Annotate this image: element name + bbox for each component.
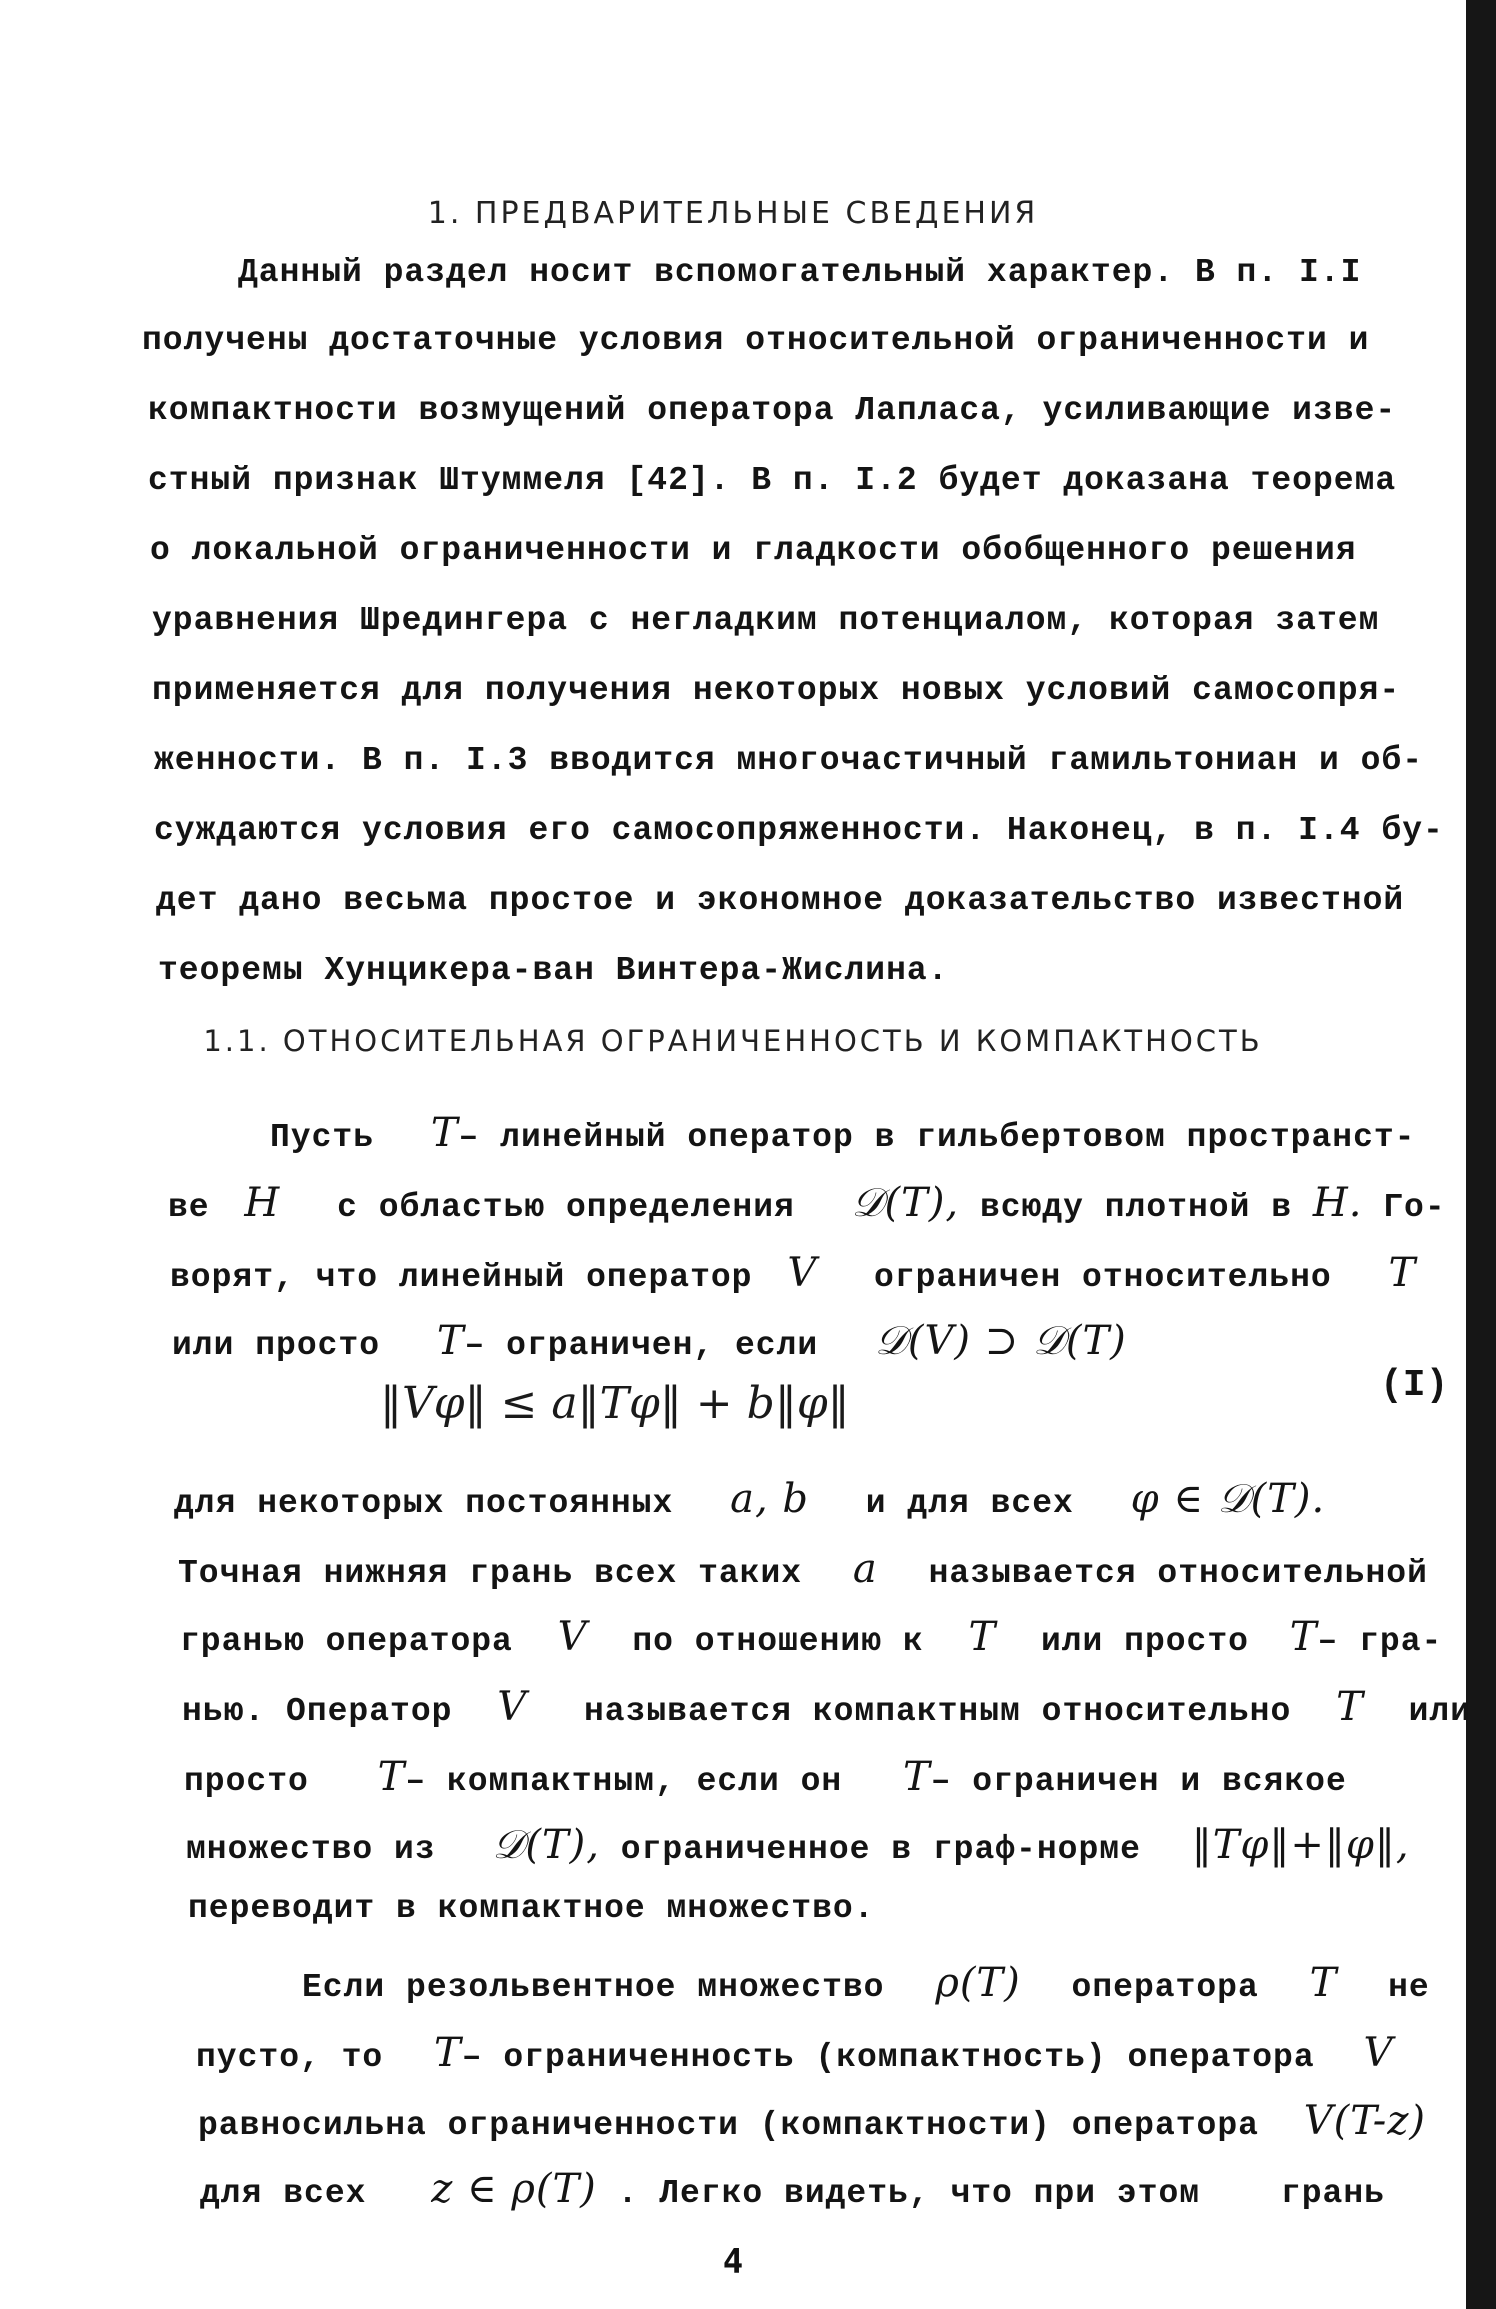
intro-line: дет дано весьма простое и экономное доказательство известной: [156, 882, 1405, 919]
equation-number: (I): [1380, 1364, 1449, 1407]
math-symbol: φ ∈ 𝒟(T).: [1130, 1476, 1326, 1522]
scan-edge-shadow: [1466, 0, 1496, 2309]
math-symbol: T: [1309, 1960, 1338, 2006]
text-line: Пусть T– линейный оператор в гильбертовом пространст-: [270, 1110, 1416, 1156]
math-symbol: 𝒟(T),: [492, 1822, 600, 1868]
intro-line: уравнения Шредингера с негладким потенциалом, которая затем: [152, 602, 1380, 639]
intro-line: Данный раздел носит вспомогательный характер. В п. I.I: [238, 254, 1362, 291]
text-line: переводит в компактное множество.: [188, 1890, 875, 1927]
text-line: гранью оператора V по отношению к T или просто T– гра-: [180, 1614, 1443, 1660]
text-line: множество из 𝒟(T), ограниченное в граф-норме ‖Tφ‖+‖φ‖,: [186, 1822, 1410, 1868]
text-line: равносильна ограниченности (компактности) оператора V(T-z): [198, 2098, 1426, 2144]
math-symbol: a: [852, 1546, 878, 1592]
math-symbol: H.: [1312, 1180, 1363, 1226]
text-line: просто T– компактным, если он T– ограничен и всякое: [184, 1754, 1347, 1800]
math-symbol: ρ(T): [935, 1960, 1021, 2006]
math-symbol: z ∈ ρ(T): [431, 2166, 597, 2212]
math-symbol: T: [430, 1110, 459, 1156]
math-symbol: T: [1336, 1684, 1364, 1730]
text-line: для всех z ∈ ρ(T) . Легко видеть, что при этом грань: [200, 2166, 1385, 2212]
math-symbol: H: [244, 1180, 281, 1226]
math-symbol: 𝒟(T),: [851, 1180, 960, 1226]
intro-line: о локальной ограниченности и гладкости обобщенного решения: [150, 532, 1357, 569]
text-line: ворят, что линейный оператор V ограничен относительно T: [170, 1250, 1417, 1296]
text-line: пусто, то T– ограниченность (компактность) оператора V: [196, 2030, 1394, 2076]
math-symbol: T: [434, 2030, 462, 2076]
math-symbol: V: [787, 1250, 818, 1296]
text-line: Точная нижняя грань всех таких a называется относительной: [178, 1546, 1428, 1592]
intro-line: суждаются условия его самосопряженности. Наконец, в п. I.4 бу-: [154, 812, 1444, 849]
text-line: или просто T– ограничен, если 𝒟(V) ⊃ 𝒟(T): [172, 1318, 1127, 1364]
math-symbol: T: [968, 1614, 997, 1660]
math-symbol: T: [1289, 1614, 1318, 1660]
text-line: ве H с областью определения 𝒟(T), всюду плотной в H. Го-: [168, 1180, 1446, 1226]
page-number: 4: [722, 2242, 744, 2282]
section-heading: 1. ПРЕДВАРИТЕЛЬНЫЕ СВЕДЕНИЯ: [427, 196, 1039, 231]
intro-line: получены достаточные условия относительной ограниченности и: [142, 322, 1370, 359]
math-symbol: a, b: [730, 1476, 809, 1522]
math-symbol: V: [557, 1614, 588, 1660]
math-symbol: T: [903, 1754, 931, 1800]
math-symbol: V: [497, 1684, 528, 1730]
text-line: для некоторых постоянных a, b и для всех φ ∈ 𝒟(T).: [174, 1476, 1326, 1522]
text-line: нью. Оператор V называется компактным относительно T или: [182, 1684, 1472, 1730]
intro-line: компактности возмущений оператора Лапласа, усиливающие изве-: [148, 392, 1397, 429]
math-symbol: 𝒟(V) ⊃ 𝒟(T): [875, 1318, 1127, 1364]
math-symbol: V(T-z): [1303, 2098, 1426, 2144]
math-symbol: V: [1363, 2030, 1394, 2076]
intro-line: стный признак Штуммеля [42]. В п. I.2 будет доказана теорема: [148, 462, 1397, 499]
intro-line: теоремы Хунцикера-ван Винтера-Жислина.: [158, 952, 949, 989]
equation: ‖Vφ‖ ≤ a‖Tφ‖ + b‖φ‖: [380, 1378, 850, 1429]
intro-line: женности. В п. I.3 вводится многочастичный гамильтониан и об-: [154, 742, 1423, 779]
text-line: Если резольвентное множество ρ(T) оператора T не: [302, 1960, 1430, 2006]
math-symbol: T: [377, 1754, 406, 1800]
intro-line: применяется для получения некоторых новых условий самосопря-: [152, 672, 1401, 709]
math-symbol: ‖Tφ‖+‖φ‖,: [1191, 1822, 1410, 1868]
math-symbol: T: [1388, 1250, 1417, 1296]
math-symbol: T: [436, 1318, 465, 1364]
subsection-heading: 1.1. ОТНОСИТЕЛЬНАЯ ОГРАНИЧЕННОСТЬ И КОМПАКТНОСТЬ: [203, 1024, 1263, 1058]
